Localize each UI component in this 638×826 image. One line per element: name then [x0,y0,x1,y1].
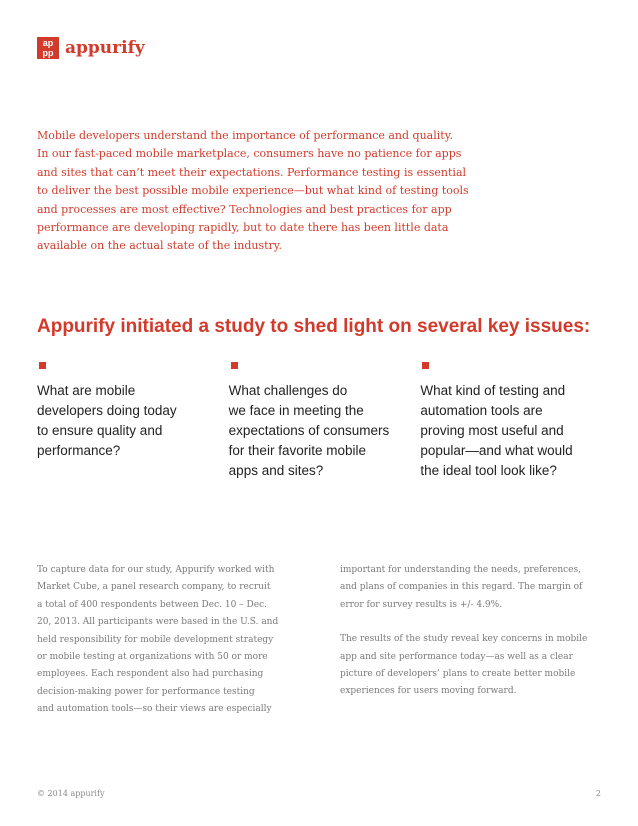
question-3 [420,362,612,481]
intro-line: available on the actual state of the industry. [37,239,283,253]
body-line: To capture data for our study, Appurify worked with [37,565,275,575]
logo-mark-top: ap [42,38,54,48]
page-number: 2 [595,789,601,798]
body-line: employees. Each respondent also had purchasing [37,669,264,680]
question-1 [37,362,229,481]
question-line: expectations of consumers [228,423,390,438]
study-heading: Appurify initiated a study to shed light on several key issues: [37,316,591,337]
logo [37,37,145,59]
question-line: performance? [37,443,121,458]
left-column [37,562,299,719]
method-paragraph-continued [340,562,602,614]
body-line: a total of 400 respondents between Dec. 10 – Dec. [37,599,267,610]
results-paragraph [340,631,602,701]
square-bullet-icon [422,362,429,369]
body-line: important for understanding the needs, preferences, [340,565,581,575]
body-line: error for survey results is +/- 4.9%. [340,599,503,610]
body-line: 20, 2013. All participants were based in the U.S. and [37,617,279,628]
body-line: or mobile testing at organizations with 50 or more [37,652,268,663]
intro-line: Mobile developers understand the importance of performance and quality. [37,129,453,142]
logo-text: appurify [65,38,145,58]
question-line: the ideal tool look like? [420,463,557,478]
question-text [420,381,592,481]
question-line: What are mobile [37,383,136,398]
body-line: and plans of companies in this regard. The margin of [340,582,583,593]
question-line: for their favorite mobile [228,443,366,458]
question-line: to ensure quality and [37,423,163,438]
question-line: automation tools are [420,403,543,418]
body-columns [37,562,602,719]
question-line: apps and sites? [228,463,324,478]
key-questions [37,362,612,481]
body-line: held responsibility for mobile development strategy [37,634,274,645]
square-bullet-icon [39,362,46,369]
body-line: decision-making power for performance testing [37,686,255,697]
logo-mark-bottom: pp [42,48,54,58]
method-paragraph [37,562,299,719]
intro-line: and processes are most effective? Technologies and best practices for app [37,202,452,216]
body-line: app and site performance today—as well as a clear [340,651,573,662]
intro-line: and sites that can’t meet their expectations. Performance testing is essential [37,165,467,179]
body-line: picture of developers’ plans to create better mobile [340,669,576,680]
question-2 [229,362,421,481]
right-column [340,562,602,719]
footer-copyright: © 2014 appurify [37,789,105,798]
question-text [229,381,401,481]
question-line: we face in meeting the [228,403,364,418]
intro-line: In our fast-paced mobile marketplace, consumers have no patience for apps [37,147,462,161]
body-line: and automation tools—so their views are especially [37,704,272,715]
appurify-logo-icon [37,37,59,59]
question-line: developers doing today [37,403,177,418]
question-line: proving most useful and [420,423,564,438]
square-bullet-icon [231,362,238,369]
body-line: experiences for users moving forward. [340,686,517,697]
body-line: The results of the study reveal key concerns in mobile [340,634,588,645]
body-line: Market Cube, a panel research company, to recruit [37,582,271,593]
question-line: What challenges do [228,383,348,398]
question-text [37,381,209,461]
question-line: popular—and what would [420,443,573,458]
question-line: What kind of testing and [420,383,566,398]
intro-line: performance are developing rapidly, but to date there has been little data [37,221,449,235]
intro-line: to deliver the best possible mobile experience—but what kind of testing tools [37,184,469,198]
intro-paragraph [37,127,497,256]
